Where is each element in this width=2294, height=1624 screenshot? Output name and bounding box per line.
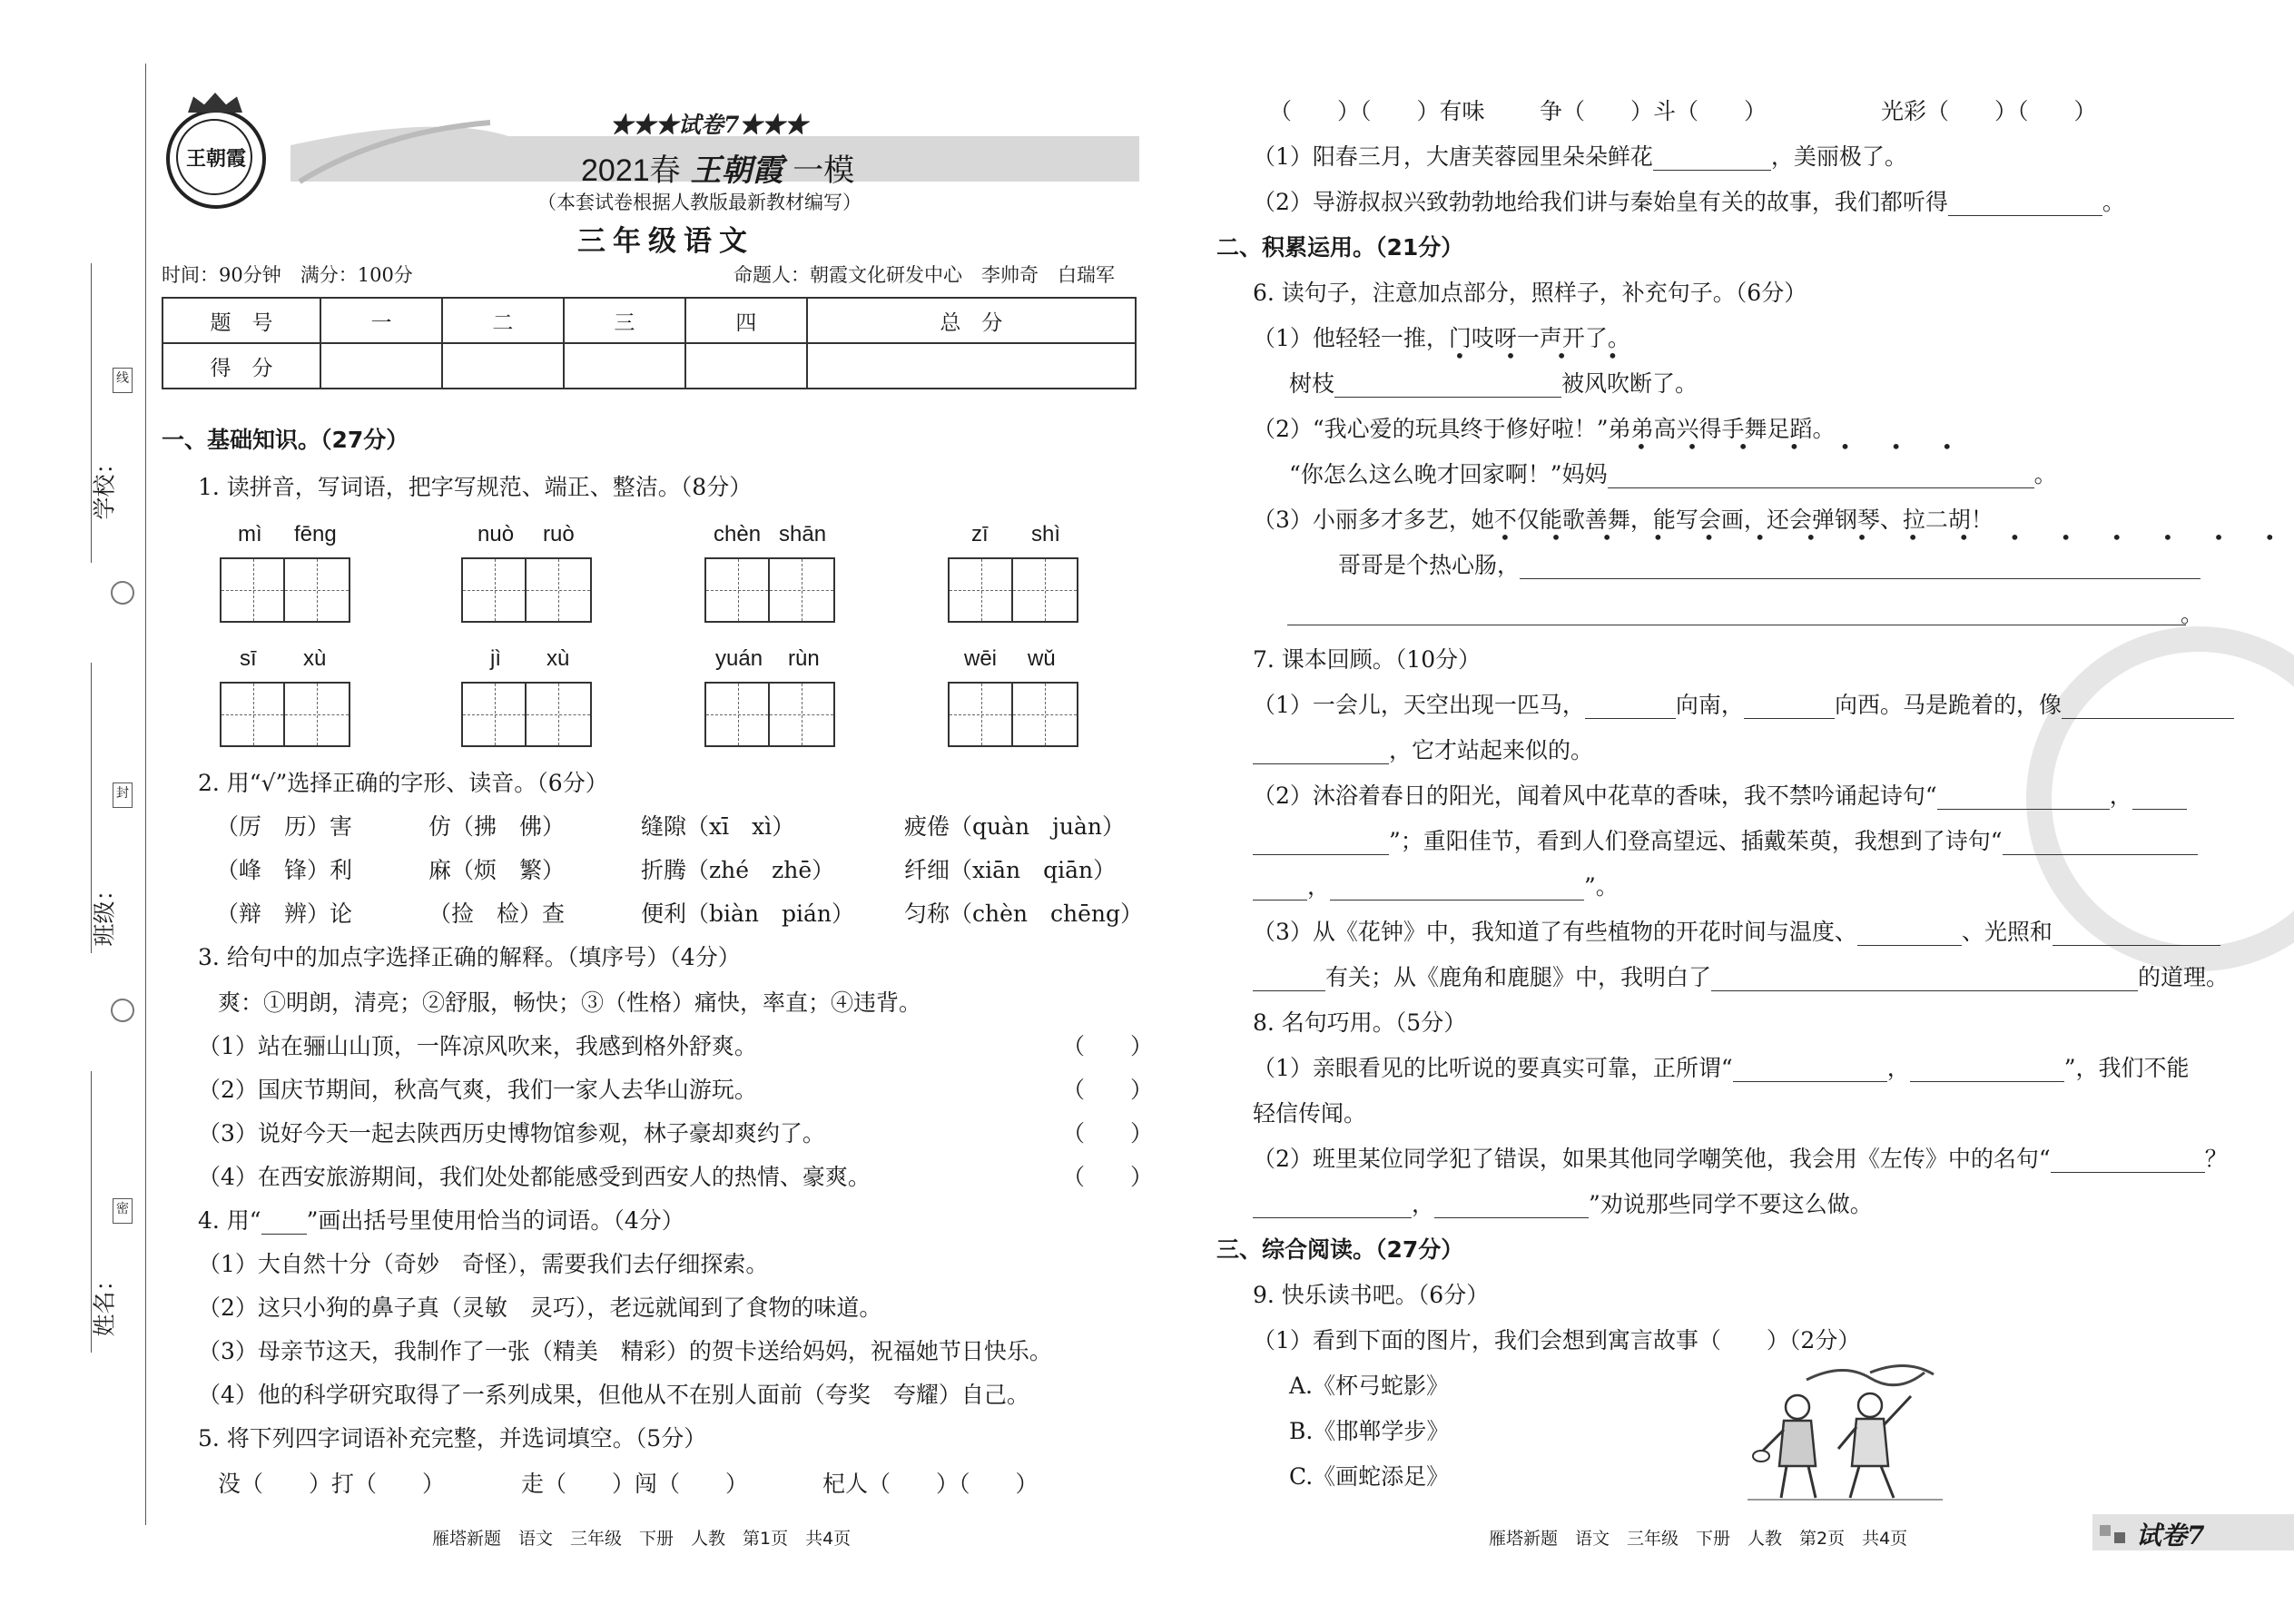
score-header-cell: 一 — [320, 298, 442, 343]
name-label: 姓名： — [91, 1268, 118, 1337]
option-c[interactable]: C.《画蛇添足》 — [1289, 1463, 1450, 1490]
pinyin: sī — [240, 646, 257, 671]
q5-word[interactable]: 杞人（ ）（ ） — [822, 1471, 1039, 1497]
answer-blank[interactable] — [2003, 831, 2198, 855]
q5-item: （2）导游叔叔兴致勃勃地给我们讲与秦始皇有关的故事，我们都听得 。 — [1253, 189, 2125, 215]
q7-title: 7. 课本回顾。（10分） — [1253, 646, 1482, 673]
q1-title: 1. 读拼音，写词语，把字写规范、端正、整洁。（8分） — [198, 474, 753, 500]
q2-item[interactable]: 缝隙（xī xì） — [641, 813, 795, 840]
writing-grid[interactable] — [948, 682, 1078, 747]
writing-grid[interactable] — [220, 682, 350, 747]
q7-line: ”；重阳佳节，看到人们登高望远、插戴茱萸，我想到了诗句“ — [1253, 828, 2198, 855]
q6-answer: 树枝 被风吹断了。 — [1289, 370, 1698, 397]
q6-sentence: （1）他轻轻一推，门吱呀一声开了。 — [1253, 325, 1630, 351]
footer-tag: 试卷7 — [2092, 1514, 2294, 1550]
story-illustration — [1743, 1362, 1961, 1507]
answer-blank[interactable] — [2132, 785, 2187, 810]
answer-blank[interactable] — [1253, 1194, 1412, 1218]
writing-grid[interactable] — [461, 682, 592, 747]
q7-line: 有关；从《鹿角和鹿腿》中，我明白了 的道理。 — [1253, 964, 2229, 991]
logo — [166, 109, 266, 209]
answer-blank[interactable] — [1744, 694, 1835, 719]
pinyin: shān — [779, 522, 827, 546]
answer-blank[interactable] — [1653, 146, 1771, 171]
q3-definitions: 爽：①明朗，清亮；②舒服，畅快；③（性格）痛快，率直；④违背。 — [218, 989, 922, 1016]
option-b[interactable]: B.《邯郸学步》 — [1289, 1418, 1450, 1444]
answer-blank[interactable] — [1948, 192, 2102, 216]
q9-question: （1）看到下面的图片，我们会想到寓言故事（ ）（2分） — [1253, 1327, 1861, 1353]
answer-blank[interactable] — [1910, 1058, 2064, 1082]
class-label: 班级： — [91, 878, 118, 947]
answer-blank[interactable] — [1733, 1058, 1887, 1082]
score-cell[interactable] — [320, 343, 442, 389]
section2-title: 二、积累运用。（21分） — [1216, 234, 1464, 261]
pinyin: yuán — [715, 646, 763, 671]
q7-line: （1）一会儿，天空出现一匹马， 向南， 向西。马是跪着的，像 — [1253, 692, 2234, 719]
q5-word[interactable]: 光彩（ ）（ ） — [1881, 98, 2097, 124]
footer-left: 雁塔新题 语文 三年级 下册 人教 第1页 共4页 — [432, 1529, 852, 1549]
answer-paren[interactable]: （ ） — [1062, 1120, 1154, 1147]
writing-grid[interactable] — [704, 682, 835, 747]
score-header-cell: 三 — [564, 298, 685, 343]
q3-item: （3）说好今天一起去陕西历史博物馆参观，林子豪却爽约了。 — [198, 1120, 825, 1147]
q6-period: 。 — [2181, 601, 2204, 627]
answer-blank[interactable] — [1608, 464, 2034, 488]
q5-word[interactable]: （ ）（ ）有味 — [1269, 98, 1485, 124]
pinyin: ruò — [543, 522, 575, 546]
emphasis-dots: • • • • — [1454, 345, 1636, 367]
q7-line: （2）沐浴着春日的阳光，闻着风中花草的香味，我不禁吟诵起诗句“ ， — [1253, 782, 2187, 810]
q2-item[interactable]: 仿（拂 佛） — [428, 813, 566, 840]
q4-item[interactable]: （1）大自然十分（奇妙 奇怪），需要我们去仔细探索。 — [198, 1251, 769, 1277]
binding-hole-icon — [111, 999, 134, 1022]
emphasis-dots: • • • • • • • — [1636, 436, 1970, 458]
answer-blank[interactable] — [1253, 876, 1307, 901]
q3-item: （1）站在骊山山顶，一阵凉风吹来，我感到格外舒爽。 — [198, 1033, 757, 1059]
score-cell[interactable] — [564, 343, 685, 389]
answer-blank[interactable] — [2062, 694, 2234, 719]
subject-title: 三年级语文 — [577, 225, 754, 258]
pinyin: mì — [238, 522, 262, 546]
section1-title: 一、基础知识。（27分） — [162, 427, 409, 453]
footer-tag-squares-icon — [2100, 1525, 2111, 1536]
pinyin: jì — [490, 646, 501, 671]
answer-blank[interactable] — [1253, 740, 1389, 764]
q7-line: ，它才站起来似的。 — [1253, 737, 1593, 764]
q7-line: （3）从《花钟》中，我知道了有些植物的开花时间与温度、 、光照和 — [1253, 919, 2220, 946]
q5-word[interactable]: 走（ ）闯（ ） — [521, 1471, 749, 1497]
pinyin: xù — [546, 646, 570, 671]
answer-paren[interactable]: （ ） — [1062, 1164, 1154, 1190]
score-header-cell: 题 号 — [162, 298, 320, 343]
pinyin: shì — [1031, 522, 1061, 546]
answer-paren[interactable]: （ ） — [1062, 1033, 1154, 1059]
option-a[interactable]: A.《杯弓蛇影》 — [1289, 1373, 1450, 1399]
score-cell[interactable] — [442, 343, 564, 389]
section3-title: 三、综合阅读。（27分） — [1216, 1236, 1464, 1263]
q5-word[interactable]: 争（ ）斗（ ） — [1540, 98, 1767, 124]
q3-item: （2）国庆节期间，秋高气爽，我们一家人去华山游玩。 — [198, 1077, 757, 1103]
writing-grid[interactable] — [461, 557, 592, 623]
answer-paren[interactable]: （ ） — [1062, 1077, 1154, 1103]
writing-grid[interactable] — [220, 557, 350, 623]
answer-blank[interactable] — [2051, 1148, 2205, 1173]
answer-blank[interactable] — [1585, 694, 1676, 719]
footer-tag-squares-icon — [2114, 1532, 2125, 1543]
pinyin: fēng — [294, 522, 337, 546]
writing-grid[interactable] — [948, 557, 1078, 623]
q8-title: 8. 名句巧用。（5分） — [1253, 1009, 1467, 1036]
pinyin: rùn — [788, 646, 820, 671]
q5-title: 5. 将下列四字词语补充完整，并选词填空。（5分） — [198, 1425, 707, 1452]
answer-blank[interactable] — [2053, 921, 2220, 946]
q4-item[interactable]: （4）他的科学研究取得了一系列成果，但他从不在别人面前（夸奖 夸耀）自己。 — [198, 1382, 1029, 1408]
pinyin: wēi — [964, 646, 998, 671]
score-header-cell: 总 分 — [807, 298, 1136, 343]
page-title: 2021春 王朝霞 一模 — [581, 153, 855, 189]
pinyin: nuò — [478, 522, 515, 546]
seal-mark-dense: 密 — [113, 1198, 133, 1224]
answer-blank[interactable] — [1334, 373, 1561, 398]
score-row-label: 得 分 — [162, 343, 320, 389]
q7-line: ， ”。 — [1253, 873, 1619, 901]
seal-mark-line: 线 — [113, 368, 133, 393]
answer-blank[interactable] — [1330, 876, 1584, 901]
q2-item[interactable]: （峰 锋）利 — [216, 857, 353, 883]
time-info: 时间：90分钟 满分：100分 — [162, 264, 413, 286]
q3-title: 3. 给句中的加点字选择正确的解释。（填序号）（4分） — [198, 944, 741, 970]
q2-item[interactable]: 疲倦（quàn juàn） — [904, 813, 1125, 840]
emphasis-dots: • • • • • • • • • • • • • • • • — [1500, 527, 2293, 548]
pinyin: zī — [971, 522, 989, 546]
q2-item[interactable]: 麻（烦 繁） — [428, 857, 566, 883]
q6-sentence: （3）小丽多才多艺，她不仅能歌善舞，能写会画，还会弹钢琴、拉二胡！ — [1253, 507, 1994, 533]
q2-item[interactable]: 便利（biàn pián） — [641, 901, 855, 927]
q4-item[interactable]: （3）母亲节这天，我制作了一张（精美 精彩）的贺卡送给妈妈，祝福她节日快乐。 — [198, 1338, 1052, 1364]
q8-line: （1）亲眼看见的比听说的要真实可靠，正所谓“ ， ”，我们不能 — [1253, 1055, 2190, 1081]
q6-answer: “你怎么这么晚才回家啊！”妈妈 。 — [1289, 461, 2057, 487]
q3-item: （4）在西安旅游期间，我们处处都能感受到西安人的热情、豪爽。 — [198, 1164, 871, 1190]
pinyin: wǔ — [1028, 646, 1056, 671]
q2-item[interactable]: 折腾（zhé zhē） — [641, 857, 835, 883]
subtitle: （本套试卷根据人教版最新教材编写） — [537, 192, 861, 213]
paper-tag: ★★★试卷7★★★ — [610, 112, 808, 138]
q4-title: 4. 用“ ”画出括号里使用恰当的词语。（4分） — [198, 1207, 684, 1234]
q5-word[interactable]: 没（ ）打（ ） — [218, 1471, 446, 1497]
q8-line: （2）班里某位同学犯了错误，如果其他同学嘲笑他，我会用《左传》中的名句“ ？ — [1253, 1146, 2228, 1172]
answer-blank[interactable] — [1711, 967, 2138, 991]
score-cell[interactable] — [685, 343, 807, 389]
answer-blank[interactable] — [1253, 831, 1389, 855]
q2-item[interactable]: （捡 检）查 — [428, 901, 566, 927]
q6-answer: 哥哥是个热心肠， — [1338, 552, 2200, 579]
q6-sentence: （2）“我心爱的玩具终于修好啦！”弟弟高兴得手舞足蹈。 — [1253, 416, 1836, 442]
seal-mark-seal: 封 — [113, 782, 133, 808]
pinyin: chèn — [714, 522, 762, 546]
answer-blank[interactable] — [1253, 967, 1325, 991]
footer-right: 雁塔新题 语文 三年级 下册 人教 第2页 共4页 — [1489, 1529, 1908, 1549]
q2-item[interactable]: （辩 辨）论 — [216, 901, 353, 927]
binding-hole-icon — [111, 581, 134, 605]
answer-blank[interactable] — [1434, 1194, 1589, 1218]
answer-blank[interactable] — [1937, 785, 2110, 810]
score-header-cell: 二 — [442, 298, 564, 343]
score-header-cell: 四 — [685, 298, 807, 343]
pinyin: xù — [303, 646, 327, 671]
q2-item[interactable]: （厉 历）害 — [216, 813, 353, 840]
q8-line: ， ”劝说那些同学不要这么做。 — [1253, 1191, 1873, 1218]
logo-text: 王朝霞 — [185, 147, 246, 171]
q2-title: 2. 用“√”选择正确的字形、读音。（6分） — [198, 770, 608, 796]
answer-blank[interactable] — [1520, 555, 2200, 579]
q2-item[interactable]: 匀称（chèn chēng） — [904, 901, 1144, 927]
q6-title: 6. 读句子，注意加点部分，照样子，补充句子。（6分） — [1253, 280, 1807, 306]
q5-item: （1）阳春三月，大唐芙蓉园里朵朵鲜花 ，美丽极了。 — [1253, 143, 1907, 170]
authors: 命题人：朝霞文化研发中心 李帅奇 白瑞军 — [733, 264, 1115, 286]
q8-line: 轻信传闻。 — [1253, 1100, 1367, 1127]
q2-item[interactable]: 纤细（xiān qiān） — [904, 857, 1117, 883]
q9-title: 9. 快乐读书吧。（6分） — [1253, 1282, 1490, 1308]
writing-grid[interactable] — [704, 557, 835, 623]
answer-blank[interactable] — [1857, 921, 1962, 946]
score-table — [162, 297, 1137, 389]
q4-item[interactable]: （2）这只小狗的鼻子真（灵敏 灵巧），老远就闻到了食物的味道。 — [198, 1294, 882, 1321]
school-label: 学校： — [91, 451, 118, 520]
score-cell[interactable] — [807, 343, 1136, 389]
